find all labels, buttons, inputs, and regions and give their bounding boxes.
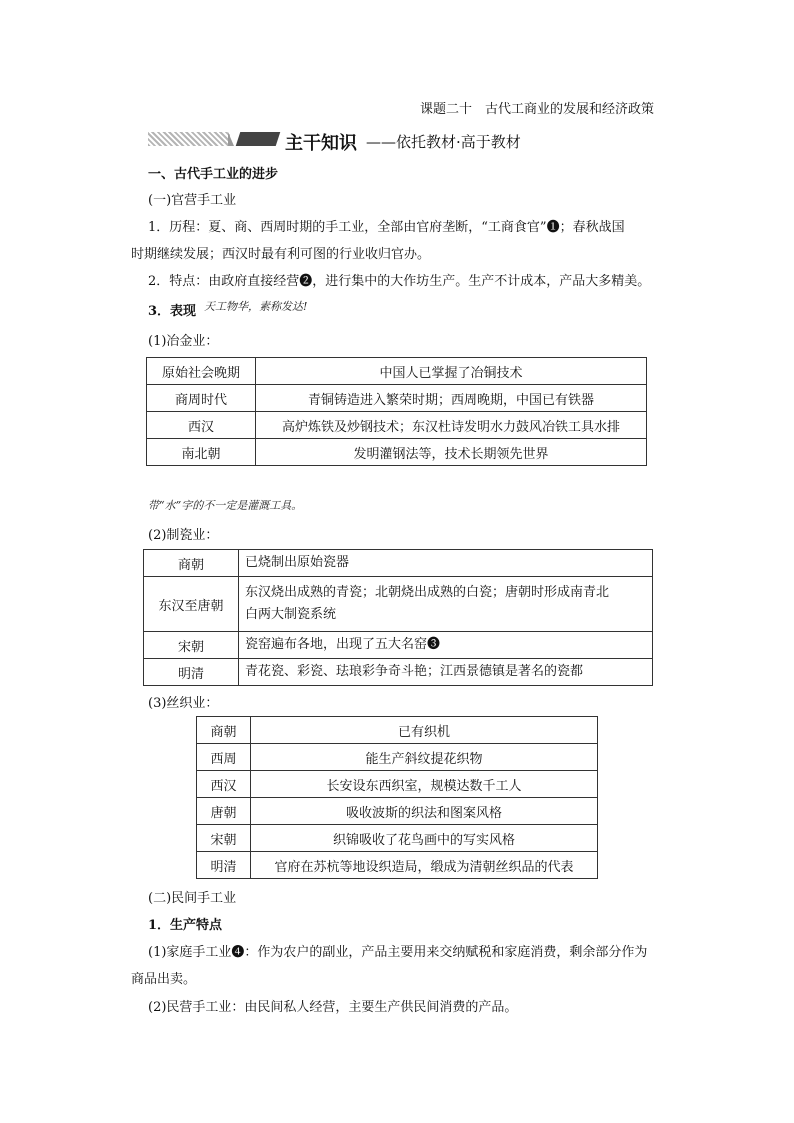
handwritten-note: 天工物华，素称发达! xyxy=(204,300,308,313)
table-cell-period: 宋朝 xyxy=(144,632,239,659)
table-cell-period: 宋朝 xyxy=(197,825,251,852)
table-cell-desc: 青铜铸造进入繁荣时期；西周晚期，中国已有铁器 xyxy=(256,385,647,412)
private-handicraft-paragraph: (2)民营手工业：由民间私人经营，主要生产供民间消费的产品。 xyxy=(148,1000,518,1015)
table-row xyxy=(144,632,653,659)
banner-subtitle: ——依托教材·高于教材 xyxy=(366,133,521,151)
banner-title: 主干知识 xyxy=(285,133,357,154)
silk-label: (3)丝织业： xyxy=(148,696,219,711)
table-row xyxy=(197,717,598,744)
table-cell-period: 商朝 xyxy=(197,717,251,744)
banner-stripe-decoration xyxy=(148,132,230,146)
table-cell-period: 西周 xyxy=(197,744,251,771)
history-paragraph-line2: 时期继续发展；西汉时最有利可图的行业收归官办。 xyxy=(131,247,431,262)
table-cell-desc: 已烧制出原始瓷器 xyxy=(239,550,653,577)
table-cell-desc: 长安设东西织室，规模达数千工人 xyxy=(251,771,598,798)
metallurgy-label: (1)冶金业： xyxy=(148,334,219,349)
table-row xyxy=(197,798,598,825)
table-row xyxy=(147,439,647,466)
table-cell-desc: 发明灌钢法等，技术长期领先世界 xyxy=(256,439,647,466)
manifestation-label: 3．表现 xyxy=(148,304,197,319)
table-row xyxy=(197,744,598,771)
table-cell-period: 明清 xyxy=(197,852,251,879)
family-handicraft-line2: 商品出卖。 xyxy=(131,972,197,987)
table-row xyxy=(144,550,653,577)
table-row xyxy=(197,825,598,852)
banner-slant-decoration xyxy=(228,132,234,146)
banner-block-decoration xyxy=(236,132,281,146)
table-cell-period: 东汉至唐朝 xyxy=(144,577,239,632)
subsection-heading-private: (二)民间手工业 xyxy=(148,891,237,906)
metallurgy-table xyxy=(146,357,647,466)
table-cell-period: 商周时代 xyxy=(147,385,256,412)
features-paragraph: 2．特点：由政府直接经营❷，进行集中的大作坊生产。生产不计成本，产品大多精美。 xyxy=(148,274,651,289)
section-banner xyxy=(148,129,658,154)
table-cell-desc: 青花瓷、彩瓷、珐琅彩争奇斗艳；江西景德镇是著名的瓷都 xyxy=(239,659,653,686)
table-cell-period: 西汉 xyxy=(147,412,256,439)
table-cell-desc: 织锦吸收了花鸟画中的写实风格 xyxy=(251,825,598,852)
table-cell-period: 唐朝 xyxy=(197,798,251,825)
table-cell-desc-line2: 白两大制瓷系统 xyxy=(245,607,337,622)
silk-table xyxy=(196,716,598,879)
table-cell-period: 商朝 xyxy=(144,550,239,577)
subsection-heading-official: (一)官营手工业 xyxy=(148,193,237,208)
production-features-label: 1．生产特点 xyxy=(148,918,223,933)
porcelain-table xyxy=(143,549,653,686)
table-cell-desc xyxy=(239,577,653,632)
table-cell-desc: 已有织机 xyxy=(251,717,598,744)
table-cell-desc: 官府在苏杭等地设织造局，缎成为清朝丝织品的代表 xyxy=(251,852,598,879)
table-cell-period: 明清 xyxy=(144,659,239,686)
table-cell-desc: 能生产斜纹提花织物 xyxy=(251,744,598,771)
history-paragraph-line1: 1．历程：夏、商、西周时期的手工业，全部由官府垄断，“工商食官”❶；春秋战国 xyxy=(148,220,625,235)
page-header-title: 课题二十 古代工商业的发展和经济政策 xyxy=(420,102,655,117)
table-cell-desc: 瓷窑遍布各地，出现了五大名窑❸ xyxy=(239,632,653,659)
table-row xyxy=(147,358,647,385)
table-cell-period: 西汉 xyxy=(197,771,251,798)
handwritten-note-water: 带“水”字的不一定是灌溉工具。 xyxy=(148,499,303,512)
table-row xyxy=(144,659,653,686)
table-cell-desc: 高炉炼铁及炒钢技术；东汉杜诗发明水力鼓风冶铁工具水排 xyxy=(256,412,647,439)
table-cell-desc: 吸收波斯的织法和图案风格 xyxy=(251,798,598,825)
table-row xyxy=(197,771,598,798)
table-cell-desc-line1: 东汉烧出成熟的青瓷；北朝烧出成熟的白瓷；唐朝时形成南青北 xyxy=(245,585,610,600)
family-handicraft-line1: (1)家庭手工业❹：作为农户的副业，产品主要用来交纳赋税和家庭消费，剩余部分作为 xyxy=(148,945,648,960)
table-row xyxy=(147,412,647,439)
table-row xyxy=(144,577,653,632)
section-heading: 一、古代手工业的进步 xyxy=(148,167,279,182)
table-row xyxy=(147,385,647,412)
table-cell-desc: 中国人已掌握了冶铜技术 xyxy=(256,358,647,385)
porcelain-label: (2)制瓷业： xyxy=(148,528,219,543)
table-cell-period: 南北朝 xyxy=(147,439,256,466)
table-cell-period: 原始社会晚期 xyxy=(147,358,256,385)
table-row xyxy=(197,852,598,879)
